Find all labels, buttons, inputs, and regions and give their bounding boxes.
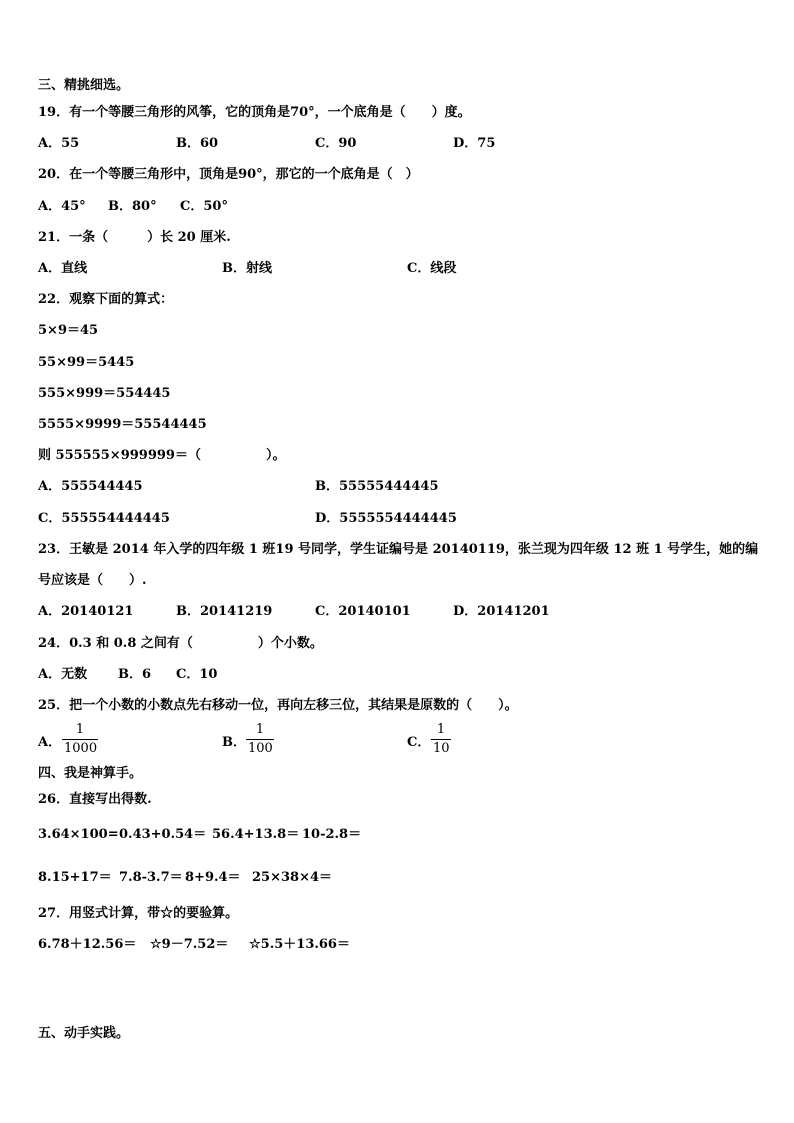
q22-equation-1: 5×9＝45 (38, 323, 99, 338)
q19-option-b: B．60 (176, 136, 219, 151)
q22-equation-question: 则 555555×999999＝（ ）。 (38, 448, 286, 463)
q25-option-b-label: B． (222, 735, 246, 750)
q25-option-c-label: C． (407, 735, 431, 750)
question-23-stem-line-2: 号应该是（ ）. (38, 573, 147, 588)
question-26-stem: 26．直接写出得数. (38, 792, 152, 807)
q22-equation-4: 5555×9999＝55544445 (38, 417, 207, 432)
q25-option-a-label: A． (38, 735, 62, 750)
fraction-denominator: 100 (248, 741, 273, 756)
question-27-stem: 27．用竖式计算，带☆的要验算。 (38, 906, 239, 921)
question-20-stem: 20．在一个等腰三角形中，顶角是90°，那它的一个底角是（ ） (38, 167, 419, 182)
question-22-stem: 22．观察下面的算式： (38, 292, 174, 307)
question-25-stem: 25．把一个小数的小数点先右移动一位，再向左移三位，其结果是原数的（ ）。 (38, 698, 518, 713)
q25-option-b-fraction (246, 722, 274, 757)
q26-problem-2: 0.43+0.54＝ (119, 827, 207, 842)
q26-problem-4: 10-2.8＝ (302, 827, 362, 842)
q22-option-c: C．555554444445 (38, 511, 170, 526)
q24-option-a: A．无数 (38, 667, 88, 682)
section-3-title: 三、精挑细选。 (38, 78, 130, 93)
q26-problem-1: 3.64×100= (38, 827, 119, 842)
q24-option-b: B．6 (118, 667, 152, 682)
q22-option-d: D．5555554444445 (315, 511, 457, 526)
q26-problem-6: 7.8-3.7＝ (119, 870, 183, 885)
fraction-bar (246, 739, 274, 740)
question-19-stem: 19．有一个等腰三角形的风筝，它的顶角是70°，一个底角是（ ）度。 (38, 105, 471, 120)
q20-option-b: B．80° (108, 199, 157, 214)
section-4-title: 四、我是神算手。 (38, 766, 143, 781)
q21-option-b: B．射线 (222, 261, 272, 276)
fraction-denominator: 1000 (64, 741, 98, 756)
q20-option-a: A．45° (38, 199, 86, 214)
fraction-numerator: 1 (255, 722, 265, 737)
q22-equation-2: 55×99＝5445 (38, 355, 135, 370)
fraction-bar (62, 739, 98, 740)
question-21-stem: 21．一条（ ）长 20 厘米. (38, 230, 231, 245)
q22-option-b: B．55555444445 (315, 479, 439, 494)
section-5-title: 五、动手实践。 (38, 1026, 130, 1041)
q21-option-a: A．直线 (38, 261, 88, 276)
fraction-bar (431, 739, 451, 740)
q26-problem-8: 25×38×4＝ (252, 870, 333, 885)
q22-option-a: A．555544445 (38, 479, 143, 494)
fraction-numerator: 1 (75, 722, 85, 737)
q22-equation-3: 555×999＝554445 (38, 386, 171, 401)
q27-problem-1: 6.78＋12.56＝ (38, 937, 137, 952)
q26-problem-3: 56.4+13.8＝ (212, 827, 300, 842)
q25-option-c-fraction (431, 722, 451, 757)
q26-problem-7: 8+9.4＝ (185, 870, 241, 885)
question-23-stem-line-1: 23．王敏是 2014 年入学的四年级 1 班19 号同学，学生证编号是 20140119，张兰现为四年级 12 班 1 号学生，她的编 (38, 542, 759, 557)
q19-option-c: C．90 (315, 136, 357, 151)
q20-option-c: C．50° (180, 199, 228, 214)
q25-option-a-fraction (62, 722, 98, 757)
q27-problem-2: ☆9－7.52＝ (150, 937, 229, 952)
q23-option-d: D．20141201 (453, 604, 550, 619)
q19-option-a: A．55 (38, 136, 80, 151)
question-24-stem: 24．0.3 和 0.8 之间有（ ）个小数。 (38, 636, 323, 651)
q26-problem-5: 8.15+17＝ (38, 870, 112, 885)
q19-option-d: D．75 (453, 136, 496, 151)
q23-option-b: B．20141219 (176, 604, 273, 619)
q23-option-c: C．20140101 (315, 604, 411, 619)
q23-option-a: A．20140121 (38, 604, 134, 619)
q21-option-c: C．线段 (407, 261, 457, 276)
fraction-numerator: 1 (436, 722, 446, 737)
q24-option-c: C．10 (176, 667, 218, 682)
fraction-denominator: 10 (433, 741, 450, 756)
q27-problem-3: ☆5.5＋13.66＝ (249, 937, 350, 952)
